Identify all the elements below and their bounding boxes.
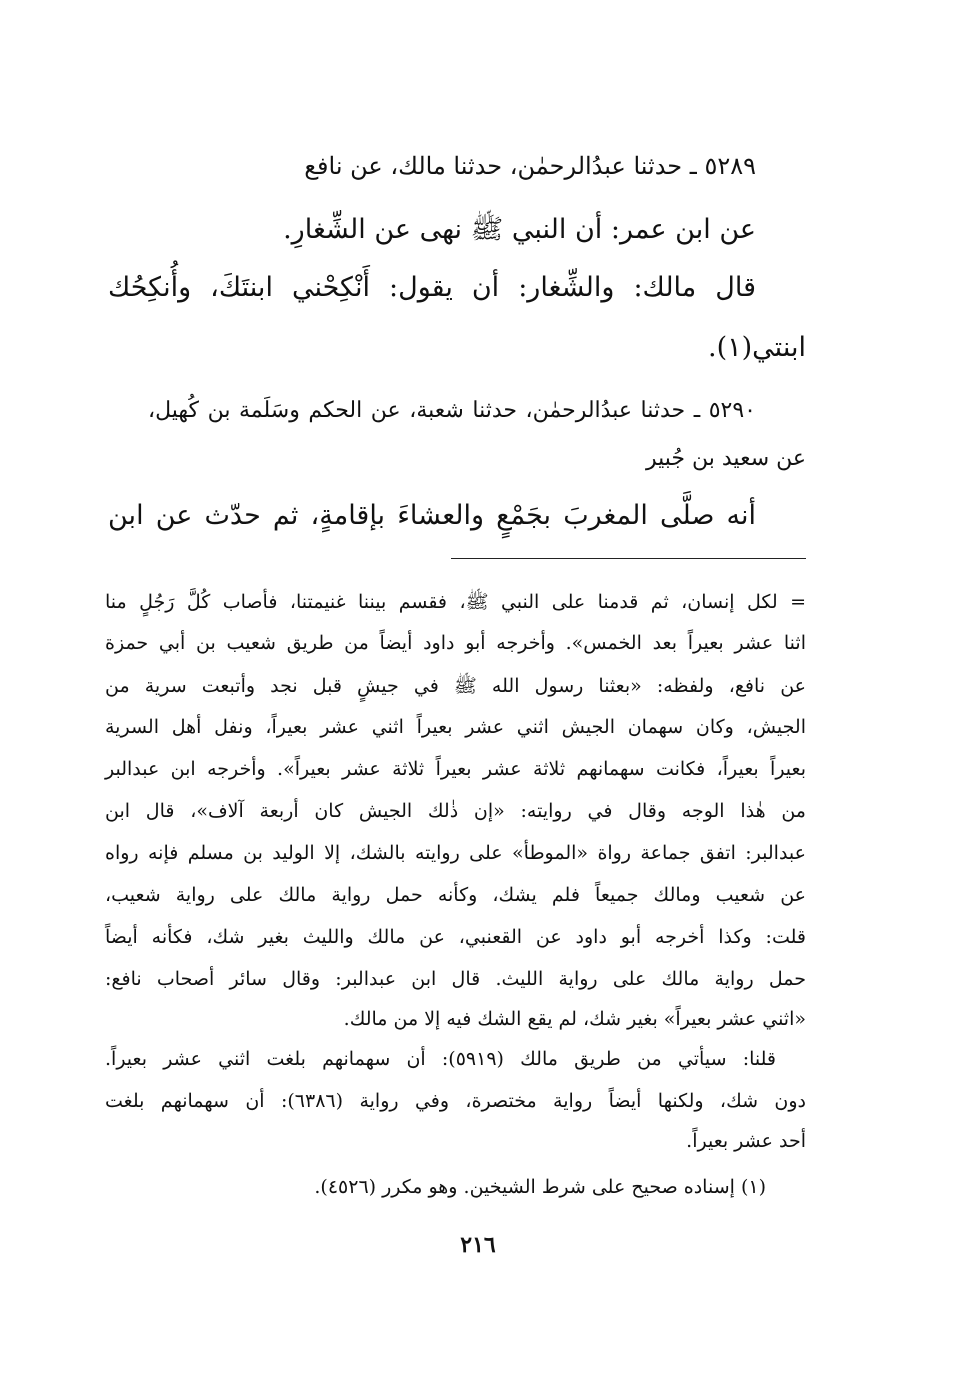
footnote-line: عبدالبر: اتفق جماعة رواة «الموطأ» على روايته بالشك، إلا الوليد بن مسلم فإنه رواه	[105, 842, 806, 864]
hadith-5290-matn: أنه صلَّى المغربَ بجَمْعٍ والعشاءَ بإقامةٍ، ثم حدّث عن ابن	[108, 500, 756, 531]
footnote-line: من هٰذا الوجه وقال في روايته: «إن ذٰلك الجيش كان أربعة آلاف»، قال ابن	[105, 800, 806, 822]
footnote-line: الجيش، وكان سهمان الجيش اثني عشر بعيراً اثني عشر بعيراً، ونفل أهل السرية	[105, 716, 806, 738]
footnote-line: عن شعيب ومالك جميعاً فلم يشك، وكأنه حمل رواية مالك على رواية شعيب،	[105, 884, 806, 906]
footnote-line: عن نافع، ولفظه: «بعثنا رسول الله ﷺ في جيشٍ قبل نجد وأتبعت سرية من	[105, 675, 806, 697]
footnote-line: «اثني عشر بعيراً» بغير شك، لم يقع الشك فيه إلا من مالك.	[343, 1008, 806, 1030]
footnote-line: بعيراً بعيراً، فكانت سهمانهم ثلاثة عشر بعيراً ثلاثة عشر بعيراً». وأخرجه ابن عبدالبر	[105, 758, 806, 780]
editors-note-line: قلنا: سيأتي من طريق مالك (٥٩١٩): أن سهمانهم بلغت اثني عشر بعيراً.	[105, 1048, 776, 1070]
hadith-5289-malik-comment-end: ابنتي(١).	[708, 332, 806, 363]
footnote-1: (١) إسناده صحيح على شرط الشيخين. وهو مكرر (٤٥٢٦).	[314, 1176, 766, 1198]
hadith-5289-isnad: ٥٢٨٩ ـ حدثنا عبدُالرحمٰن، حدثنا مالك، عن نافع	[304, 152, 756, 180]
hadith-5289-matn: عن ابن عمر: أن النبي ﷺ نهى عن الشِّغارِ.	[283, 214, 756, 245]
editors-note-line: أحد عشر بعيراً.	[686, 1130, 806, 1152]
footnote-line: قلت: وكذا أخرجه أبو داود عن القعنبي، عن مالك والليث بغير شك، فكأنه أيضاً	[105, 926, 806, 948]
hadith-5289-malik-comment: قال مالك: والشِّغار: أن يقول: أَنْكِحْني ابنتَكَ، وأُنكِحُك	[108, 272, 756, 303]
footnote-separator	[451, 558, 806, 559]
footnote-line: حمل رواية مالك على رواية الليث. قال ابن عبدالبر: وقال سائر أصحاب نافع:	[105, 968, 806, 990]
footnote-line: اثنا عشر بعيراً بعد الخمس». وأخرجه أبو داود أيضاً من طريق شعيب بن أبي حمزة	[105, 632, 806, 654]
hadith-5290-isnad: ٥٢٩٠ ـ حدثنا عبدُالرحمٰن، حدثنا شعبة، عن الحكم وسَلَمة بن كُهيل،	[148, 398, 756, 423]
editors-note-line: دون شك، ولكنها أيضاً رواية مختصرة، وفي رواية (٦٣٨٦): أن سهمانهم بلغت	[105, 1090, 806, 1112]
hadith-5290-isnad-end: عن سعيد بن جُبير	[646, 446, 806, 471]
page-number: ٢١٦	[460, 1232, 496, 1258]
footnote-line: = لكل إنسان، ثم قدمنا على النبي ﷺ، فقسم بيننا غنيمتنا، فأصاب كُلَّ رَجُلٍ منا	[105, 591, 806, 613]
